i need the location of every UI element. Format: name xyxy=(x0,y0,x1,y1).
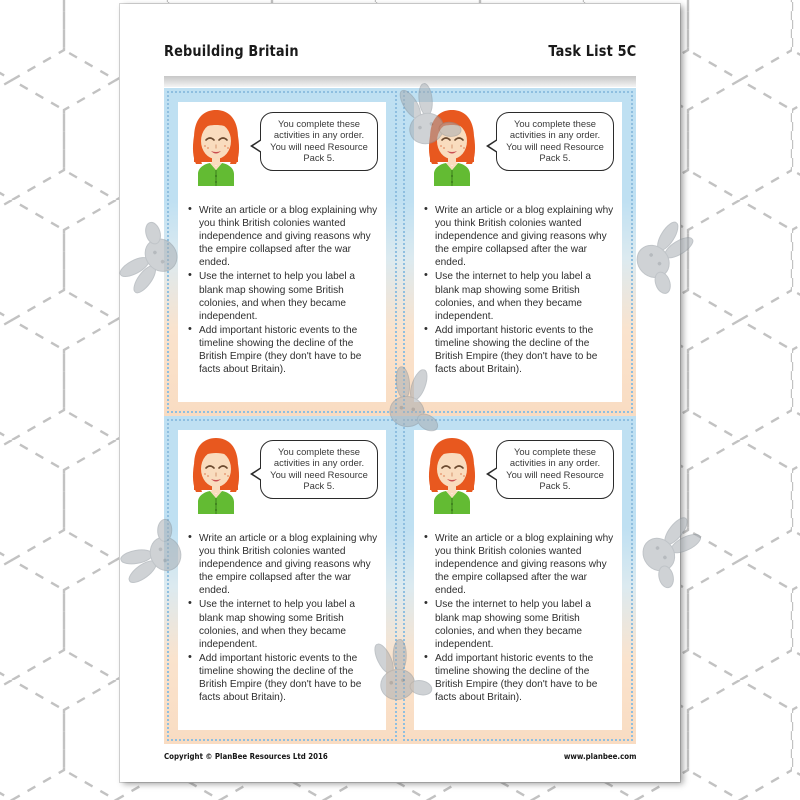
task-card-inner xyxy=(178,102,386,402)
girl-avatar-icon xyxy=(422,436,482,514)
speech-bubble xyxy=(496,440,614,499)
task-card-grid xyxy=(164,88,636,744)
task-item: • Add important historic events to the timeline showing the decline of the British Empire (they don't have to be facts about Britain). xyxy=(186,324,378,376)
character-and-bubble-row xyxy=(422,108,614,186)
task-card-inner xyxy=(414,430,622,730)
speech-bubble-text: You complete these activities in any order. You will need Resource Pack 5. xyxy=(270,446,368,492)
character-and-bubble-row xyxy=(186,436,378,514)
character-and-bubble-row xyxy=(186,108,378,186)
task-item: • Write an article or a blog explaining why you think British colonies wanted independence and giving reasons why the empire collapsed after the war ended. xyxy=(186,532,378,597)
task-card xyxy=(400,416,636,744)
speech-bubble xyxy=(260,112,378,171)
speech-bubble xyxy=(260,440,378,499)
task-list xyxy=(422,532,614,704)
girl-avatar-icon xyxy=(186,108,246,186)
page-footer xyxy=(164,752,636,761)
speech-bubble xyxy=(496,112,614,171)
speech-bubble-text: You complete these activities in any order. You will need Resource Pack 5. xyxy=(270,118,368,164)
task-card xyxy=(164,416,400,744)
task-item: • Write an article or a blog explaining why you think British colonies wanted independence and giving reasons why the empire collapsed after the war ended. xyxy=(186,204,378,269)
girl-avatar-icon xyxy=(186,436,246,514)
page-title: Rebuilding Britain xyxy=(164,42,299,60)
task-card xyxy=(400,88,636,416)
task-list xyxy=(186,204,378,376)
speech-bubble-text: You complete these activities in any order. You will need Resource Pack 5. xyxy=(506,446,604,492)
task-card-inner xyxy=(178,430,386,730)
character-and-bubble-row xyxy=(422,436,614,514)
task-item: • Add important historic events to the timeline showing the decline of the British Empire (they don't have to be facts about Britain). xyxy=(422,324,614,376)
task-card-inner xyxy=(414,102,622,402)
header-divider-shadow xyxy=(164,76,636,87)
task-item: • Use the internet to help you label a blank map showing some British colonies, and when they became independent. xyxy=(186,598,378,650)
copyright-text: Copyright © PlanBee Resources Ltd 2016 xyxy=(164,752,328,761)
task-item: • Write an article or a blog explaining why you think British colonies wanted independence and giving reasons why the empire collapsed after the war ended. xyxy=(422,204,614,269)
task-list xyxy=(422,204,614,376)
girl-avatar-icon xyxy=(422,108,482,186)
task-item: • Add important historic events to the timeline showing the decline of the British Empire (they don't have to be facts about Britain). xyxy=(186,652,378,704)
task-item: • Add important historic events to the timeline showing the decline of the British Empire (they don't have to be facts about Britain). xyxy=(422,652,614,704)
task-card xyxy=(164,88,400,416)
task-item: • Write an article or a blog explaining why you think British colonies wanted independence and giving reasons why the empire collapsed after the war ended. xyxy=(422,532,614,597)
page-header xyxy=(120,30,680,72)
speech-bubble-text: You complete these activities in any order. You will need Resource Pack 5. xyxy=(506,118,604,164)
website-url: www.planbee.com xyxy=(563,752,636,761)
task-item: • Use the internet to help you label a blank map showing some British colonies, and when they became independent. xyxy=(422,598,614,650)
task-list-label: Task List 5C xyxy=(547,42,636,60)
task-list xyxy=(186,532,378,704)
worksheet-page xyxy=(120,4,680,782)
task-item: • Use the internet to help you label a blank map showing some British colonies, and when they became independent. xyxy=(186,270,378,322)
task-item: • Use the internet to help you label a blank map showing some British colonies, and when they became independent. xyxy=(422,270,614,322)
